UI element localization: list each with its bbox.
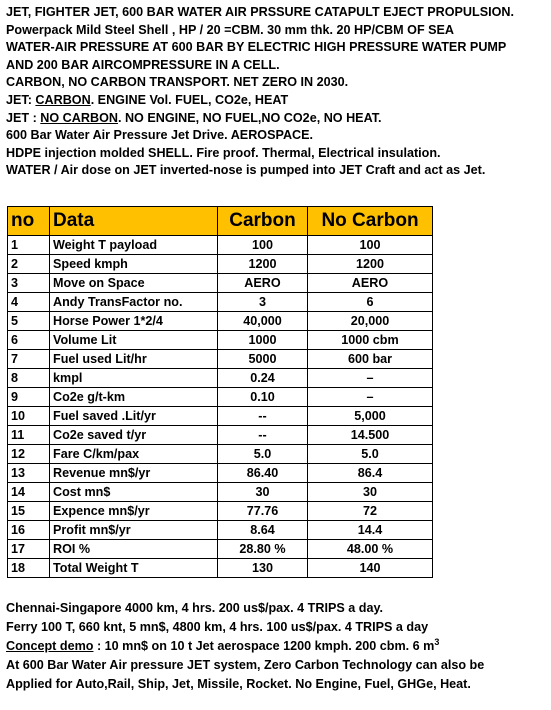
cell-no-carbon: 48.00 % (308, 540, 433, 559)
cell-carbon: 130 (218, 559, 308, 578)
cell-no-carbon: 100 (308, 236, 433, 255)
cell-data: Co2e saved t/yr (50, 426, 218, 445)
intro-line-4: AND 200 BAR AIRCOMPRESSURE IN A CELL. (6, 57, 280, 72)
table-row (8, 445, 433, 464)
header-data: Data (50, 207, 218, 236)
cell-no-carbon: 1000 cbm (308, 331, 433, 350)
cell-carbon: 86.40 (218, 464, 308, 483)
cell-no: 4 (8, 293, 50, 312)
cell-no: 15 (8, 502, 50, 521)
cell-no: 8 (8, 369, 50, 388)
table-row (8, 521, 433, 540)
cell-no-carbon: 20,000 (308, 312, 433, 331)
table-row (8, 426, 433, 445)
no-carbon-underlined: NO CARBON (40, 110, 118, 125)
table-row (8, 293, 433, 312)
cell-no-carbon: 1200 (308, 255, 433, 274)
header-no-carbon: No Carbon (308, 207, 433, 236)
concept-demo-label: Concept demo (6, 639, 94, 653)
cell-data: ROI % (50, 540, 218, 559)
cell-no: 12 (8, 445, 50, 464)
carbon-underlined: CARBON (35, 92, 91, 107)
cell-no-carbon: AERO (308, 274, 433, 293)
cell-no-carbon: 5.0 (308, 445, 433, 464)
cell-data: Cost mn$ (50, 483, 218, 502)
cell-carbon: 8.64 (218, 521, 308, 540)
cell-data: Speed kmph (50, 255, 218, 274)
footer-line-5: Applied for Auto,Rail, Ship, Jet, Missile, Rocket. No Engine, Fuel, GHGe, Heat. (6, 677, 471, 691)
table-row (8, 331, 433, 350)
cell-data: Weight T payload (50, 236, 218, 255)
cell-carbon: -- (218, 426, 308, 445)
intro-text (6, 4, 548, 180)
table-row (8, 369, 433, 388)
cell-carbon: 40,000 (218, 312, 308, 331)
cell-no: 13 (8, 464, 50, 483)
cell-no-carbon: 600 bar (308, 350, 433, 369)
intro-line-10: WATER / Air dose on JET inverted-nose is pumped into JET Craft and act as Jet. (6, 163, 486, 178)
cell-data: Profit mn$/yr (50, 521, 218, 540)
cell-carbon: 77.76 (218, 502, 308, 521)
table-row (8, 559, 433, 578)
cell-data: Move on Space (50, 274, 218, 293)
intro-line-6-prefix: JET: (6, 92, 36, 107)
table-row (8, 464, 433, 483)
header-no: no (8, 207, 50, 236)
cell-data: Total Weight T (50, 559, 218, 578)
cell-no-carbon: 6 (308, 293, 433, 312)
cell-no-carbon: 72 (308, 502, 433, 521)
cell-no: 2 (8, 255, 50, 274)
footer-line-4: At 600 Bar Water Air pressure JET system, Zero Carbon Technology can also be (6, 658, 485, 672)
table-row (8, 388, 433, 407)
cell-no: 14 (8, 483, 50, 502)
intro-line-1: JET, FIGHTER JET, 600 BAR WATER AIR PRSSURE CATAPULT EJECT PROPULSION. (6, 5, 515, 19)
intro-line-6-suffix: . ENGINE Vol. FUEL, CO2e, HEAT (90, 92, 289, 107)
intro-line-9: HDPE injection molded SHELL. Fire proof. Thermal, Electrical insulation. (6, 145, 441, 160)
cell-no: 7 (8, 350, 50, 369)
cell-carbon: 5.0 (218, 445, 308, 464)
intro-line-3: WATER-AIR PRESSURE AT 600 BAR BY ELECTRIC HIGH PRESSURE WATER PUMP (6, 40, 507, 55)
table-row (8, 236, 433, 255)
cell-no: 17 (8, 540, 50, 559)
cell-no-carbon: – (308, 369, 433, 388)
cell-no: 5 (8, 312, 50, 331)
cell-no-carbon: 86.4 (308, 464, 433, 483)
cell-carbon: 30 (218, 483, 308, 502)
cell-no-carbon: 140 (308, 559, 433, 578)
footer-line-1: Chennai-Singapore 4000 km, 4 hrs. 200 us$/pax. 4 TRIPS a day. (6, 601, 384, 615)
cell-carbon: 0.24 (218, 369, 308, 388)
cell-carbon: 0.10 (218, 388, 308, 407)
table-header-row (8, 207, 433, 236)
cell-no: 6 (8, 331, 50, 350)
cell-no-carbon: 30 (308, 483, 433, 502)
cell-data: Co2e g/t-km (50, 388, 218, 407)
cubic-superscript: 3 (434, 636, 440, 647)
cell-no: 9 (8, 388, 50, 407)
intro-line-7 (6, 110, 548, 128)
footer-text (6, 599, 548, 694)
cell-data: Horse Power 1*2/4 (50, 312, 218, 331)
cell-no-carbon: 5,000 (308, 407, 433, 426)
cell-no: 3 (8, 274, 50, 293)
cell-no-carbon: – (308, 388, 433, 407)
comparison-table (7, 206, 433, 578)
cell-carbon: 1000 (218, 331, 308, 350)
intro-line-7-suffix: . NO ENGINE, NO FUEL,NO CO2e, NO HEAT. (117, 110, 382, 125)
cell-carbon: 100 (218, 236, 308, 255)
cell-data: Fare C/km/pax (50, 445, 218, 464)
intro-line-8: 600 Bar Water Air Pressure Jet Drive. AEROSPACE. (6, 128, 314, 143)
cell-data: Andy TransFactor no. (50, 293, 218, 312)
cell-data: Volume Lit (50, 331, 218, 350)
cell-no: 16 (8, 521, 50, 540)
table-row (8, 483, 433, 502)
table-row (8, 274, 433, 293)
table-row (8, 502, 433, 521)
intro-line-5: CARBON, NO CARBON TRANSPORT. NET ZERO IN 2030. (6, 75, 349, 90)
footer-line-3 (6, 637, 548, 656)
table-row (8, 350, 433, 369)
table-row (8, 407, 433, 426)
cell-no: 10 (8, 407, 50, 426)
table-row (8, 255, 433, 274)
cell-data: Fuel saved .Lit/yr (50, 407, 218, 426)
table-row (8, 312, 433, 331)
cell-carbon: 1200 (218, 255, 308, 274)
cell-no-carbon: 14.500 (308, 426, 433, 445)
cell-carbon: -- (218, 407, 308, 426)
cell-data: kmpl (50, 369, 218, 388)
cell-data: Expence mn$/yr (50, 502, 218, 521)
cell-carbon: 28.80 % (218, 540, 308, 559)
table-body (8, 236, 433, 578)
header-carbon: Carbon (218, 207, 308, 236)
cell-carbon: 5000 (218, 350, 308, 369)
intro-line-6 (6, 92, 548, 110)
table-row (8, 540, 433, 559)
footer-line-3-text: : 10 mn$ on 10 t Jet aerospace 1200 kmph. 200 cbm. 6 m (93, 639, 435, 653)
cell-data: Revenue mn$/yr (50, 464, 218, 483)
cell-no: 18 (8, 559, 50, 578)
cell-no-carbon: 14.4 (308, 521, 433, 540)
cell-carbon: AERO (218, 274, 308, 293)
intro-line-7-prefix: JET : (6, 110, 41, 125)
cell-data: Fuel used Lit/hr (50, 350, 218, 369)
cell-no: 1 (8, 236, 50, 255)
cell-no: 11 (8, 426, 50, 445)
intro-line-2: Powerpack Mild Steel Shell , HP / 20 =CBM. 30 mm thk. 20 HP/CBM OF SEA (6, 22, 455, 37)
footer-line-2: Ferry 100 T, 660 knt, 5 mn$, 4800 km, 4 hrs. 100 us$/pax. 4 TRIPS a day (6, 620, 429, 634)
cell-carbon: 3 (218, 293, 308, 312)
